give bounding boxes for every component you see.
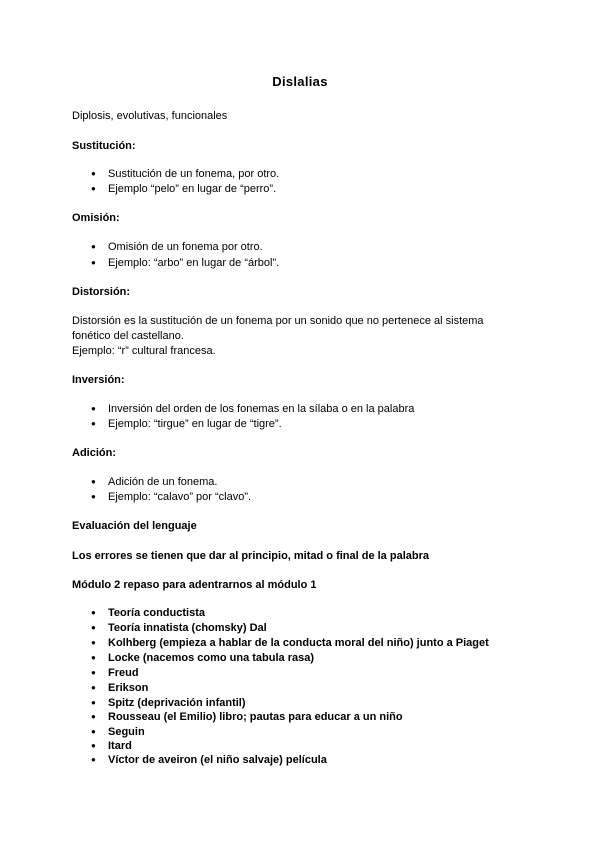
heading-evaluacion: Evaluación del lenguaje (72, 520, 197, 532)
list-item: ● Erikson (91, 682, 149, 694)
list-item: ● Locke (nacemos como una tabula rasa) (91, 652, 315, 664)
bullet-icon: ● (91, 712, 96, 721)
list-item: ● Seguin (91, 726, 145, 738)
list-item: ● Sustitución de un fonema, por otro. (91, 168, 280, 180)
list-item: ● Teoría innatista (chomsky) Dal (91, 622, 267, 634)
distorsion-example: Ejemplo: “r” cultural francesa. (72, 345, 216, 357)
bullet-icon: ● (91, 477, 96, 486)
list-item: ● Rousseau (el Emilio) libro; pautas para educar a un niño (91, 711, 403, 723)
list-item: ● Inversión del orden de los fonemas en la sílaba o en la palabra (91, 403, 415, 415)
bullet-icon: ● (91, 419, 96, 428)
list-item: ● Kolhberg (empieza a hablar de la conducta moral del niño) junto a Piaget (91, 637, 489, 649)
bullet-icon: ● (91, 638, 96, 647)
bullet-icon: ● (91, 741, 96, 750)
list-item: ● Ejemplo: “tirgue” en lugar de “tigre”. (91, 418, 282, 430)
bullet-icon: ● (91, 258, 96, 267)
bullet-icon: ● (91, 404, 96, 413)
bullet-icon: ● (91, 492, 96, 501)
bullet-icon: ● (91, 242, 96, 251)
list-item: ● Itard (91, 740, 132, 752)
list-item: ● Ejemplo “pelo” en lugar de “perro”. (91, 183, 277, 195)
bullet-icon: ● (91, 653, 96, 662)
bullet-icon: ● (91, 727, 96, 736)
bullet-icon: ● (91, 755, 96, 764)
bullet-icon: ● (91, 698, 96, 707)
errores-text: Los errores se tienen que dar al principio, mitad o final de la palabra (72, 550, 429, 562)
list-item: ● Spitz (deprivación infantil) (91, 697, 246, 709)
distorsion-text: fonético del castellano. (72, 330, 184, 342)
bullet-icon: ● (91, 683, 96, 692)
intro-text: Diplosis, evolutivas, funcionales (72, 110, 228, 122)
list-item: ● Víctor de aveiron (el niño salvaje) película (91, 754, 327, 766)
bullet-icon: ● (91, 668, 96, 677)
bullet-icon: ● (91, 169, 96, 178)
heading-inversion: Inversión: (72, 374, 125, 386)
list-item: ● Ejemplo: “calavo” por “clavo”. (91, 491, 252, 503)
heading-distorsion: Distorsión: (72, 286, 131, 298)
list-item: ● Ejemplo: “arbo” en lugar de “árbol”. (91, 257, 280, 269)
heading-sustitucion: Sustitución: (72, 140, 136, 152)
list-item: ● Teoría conductista (91, 607, 205, 619)
page-title: Dislalias (272, 74, 328, 89)
list-item: ● Adición de un fonema. (91, 476, 218, 488)
heading-adicion: Adición: (72, 447, 116, 459)
bullet-icon: ● (91, 623, 96, 632)
distorsion-text: Distorsión es la sustitución de un fonema por un sonido que no pertenece al sistema (72, 315, 484, 327)
heading-modulo: Módulo 2 repaso para adentrarnos al módulo 1 (72, 579, 317, 591)
list-item: ● Omisión de un fonema por otro. (91, 241, 263, 253)
bullet-icon: ● (91, 184, 96, 193)
bullet-icon: ● (91, 608, 96, 617)
heading-omision: Omisión: (72, 212, 120, 224)
list-item: ● Freud (91, 667, 139, 679)
